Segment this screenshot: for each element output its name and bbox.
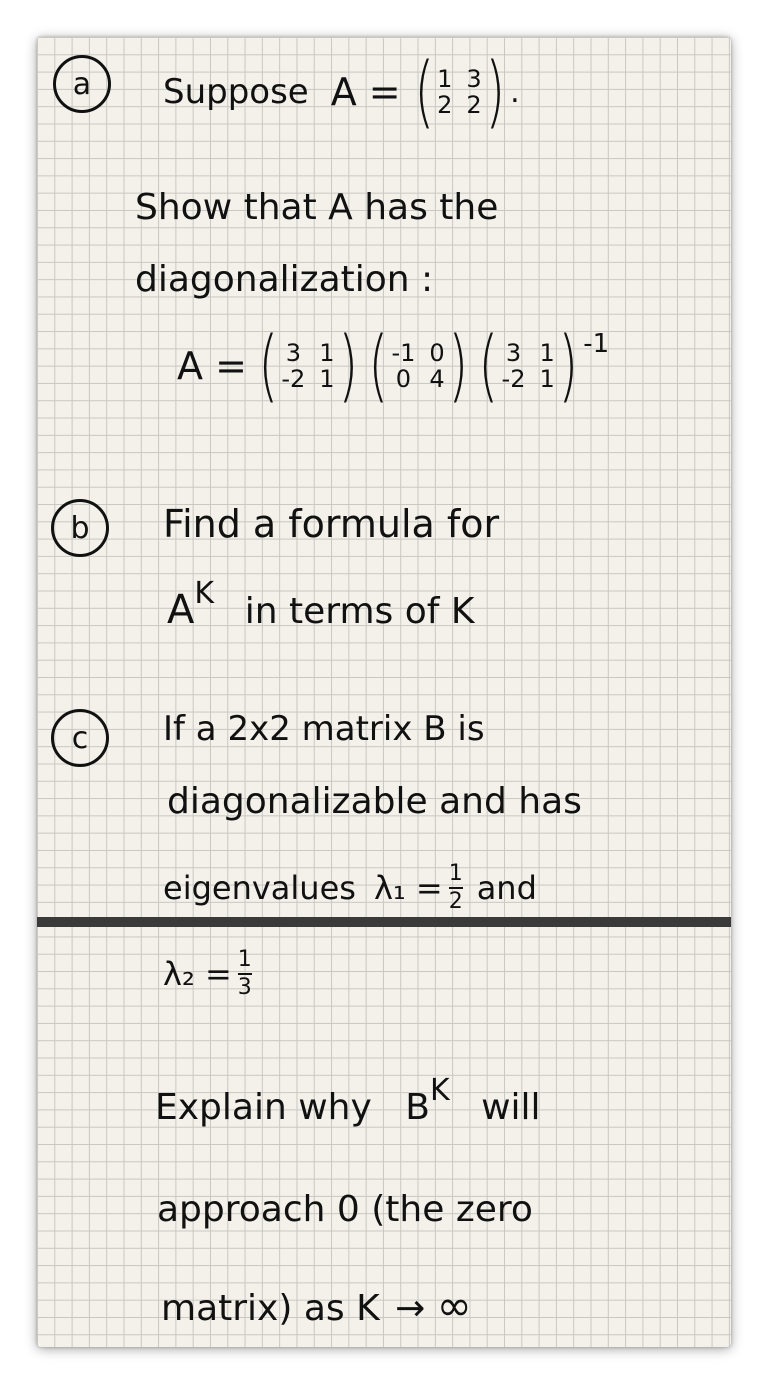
part-a-line2: diagonalization : — [135, 259, 434, 300]
matrix-p-cell: 1 — [319, 339, 335, 367]
power-a — [167, 576, 215, 634]
matrix-p-cell: -2 — [281, 365, 306, 393]
fraction-denominator: 3 — [237, 975, 252, 1000]
matrix-a — [437, 67, 482, 117]
part-c-marker: c — [51, 709, 109, 767]
matrix-d-cell: 0 — [429, 339, 445, 367]
inverse-exponent: -1 — [583, 329, 610, 359]
explain-text: Explain why — [155, 1087, 372, 1128]
graph-paper-page — [37, 37, 731, 1347]
lambda2-label: λ₂ = — [163, 955, 232, 993]
matrix-p-cell: 1 — [319, 365, 335, 393]
matrix-p-inv-cell: 1 — [539, 365, 555, 393]
eigenvalues-text: eigenvalues — [163, 869, 356, 907]
right-arrow-icon: → — [395, 1288, 426, 1329]
fraction-one-half — [449, 863, 463, 913]
matrix-a-cell: 2 — [466, 91, 482, 119]
matrix-as-k-text: matrix) as K — [161, 1288, 380, 1329]
part-c-explain — [155, 1073, 541, 1128]
right-paren: ) — [558, 321, 578, 411]
part-a-marker: a — [53, 55, 111, 113]
period: . — [510, 74, 520, 110]
part-c-approach: approach 0 (the zero — [157, 1189, 533, 1230]
matrix-p-inverse — [502, 341, 555, 391]
part-c-line1: If a 2x2 matrix B is — [163, 709, 485, 749]
matrix-p-cell: 3 — [285, 339, 301, 367]
page-divider — [37, 917, 731, 927]
power-exponent: K — [194, 576, 215, 611]
and-text: and — [476, 869, 537, 907]
left-paren: ( — [258, 321, 279, 411]
matrix-d-cell: -1 — [391, 339, 416, 367]
left-paren: ( — [368, 321, 389, 411]
matrix-p-inv-cell: -2 — [501, 365, 526, 393]
fraction-denominator: 2 — [448, 889, 463, 914]
matrix-d-cell: 4 — [429, 365, 445, 393]
diagonalization-equation — [177, 321, 610, 411]
part-b-marker: b — [51, 499, 109, 557]
infinity-icon: ∞ — [436, 1281, 472, 1330]
matrix-a-cell: 2 — [437, 91, 453, 119]
part-c-line4 — [163, 949, 258, 999]
part-b-line2 — [167, 576, 475, 634]
left-paren: ( — [478, 321, 499, 411]
part-a-line1: Show that A has the — [135, 187, 499, 228]
fraction-numerator: 1 — [237, 947, 252, 972]
matrix-a-cell: 3 — [466, 65, 482, 93]
lambda1-label: λ₁ = — [373, 869, 443, 907]
will-text: will — [481, 1087, 541, 1128]
matrix-a-cell: 1 — [437, 65, 453, 93]
right-paren: ) — [484, 47, 505, 137]
right-paren: ) — [447, 321, 468, 411]
left-paren: ( — [413, 47, 434, 137]
part-a-statement — [163, 47, 520, 137]
matrix-d — [391, 341, 444, 391]
matrix-p-inv-cell: 1 — [539, 339, 555, 367]
power-base: A — [167, 587, 195, 634]
fraction-one-third — [238, 949, 252, 999]
matrix-p — [281, 341, 334, 391]
matrix-d-cell: 0 — [395, 365, 412, 393]
part-c-matrix-line — [161, 1281, 472, 1330]
matrix-a-lhs: A = — [330, 70, 401, 114]
right-paren: ) — [337, 321, 358, 411]
part-b-line1: Find a formula for — [163, 502, 500, 546]
part-b-rest: in terms of K — [244, 591, 475, 633]
fraction-numerator: 1 — [448, 861, 463, 886]
part-c-line3 — [163, 863, 537, 913]
power-b — [405, 1073, 450, 1128]
diag-lhs: A = — [177, 344, 247, 388]
part-c-line2: diagonalizable and has — [167, 781, 582, 822]
power-base: B — [405, 1087, 430, 1128]
power-exponent: K — [429, 1073, 450, 1108]
matrix-p-inv-cell: 3 — [505, 339, 522, 367]
suppose-text: Suppose — [163, 72, 309, 112]
